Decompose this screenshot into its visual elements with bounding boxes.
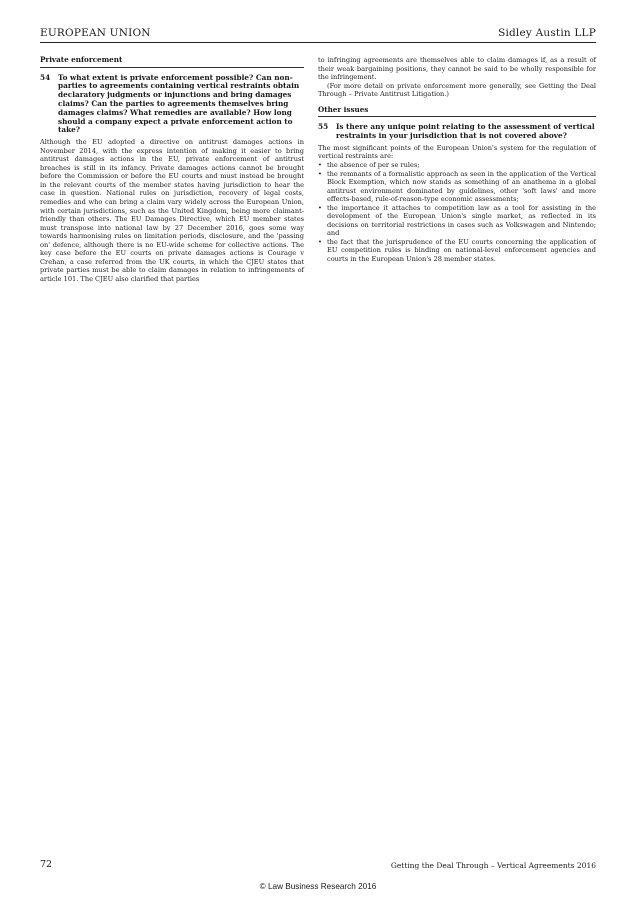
bullet-text: the remnants of a formalistic approach as seen in the application of the Vertical Block Exemption, which now stands as something of an anathema in a global antitrust environment dominated by guidelines, other 'soft laws' and more effects-based, rule-of-reason-type economic assessments; [327,169,596,204]
continuation-paragraph: to infringing agreements are themselves able to claim damages if, as a result of their weak bargaining positions, they cannot be said to be wholly responsible for the infringement. [318,56,596,82]
bullet-icon: • [318,237,322,246]
right-column [318,56,596,264]
list-item [318,238,596,264]
list-item [318,170,596,204]
section-title-private-enforcement: Private enforcement [40,56,304,68]
bullet-list [318,161,596,264]
question-text: Is there any unique point relating to the assessment of vertical restraints in your jurisdiction that is not covered above? [336,122,595,141]
bullet-text: the absence of per se rules; [327,160,420,169]
running-header-firm: Sidley Austin LLP [498,27,596,39]
left-column [40,56,304,283]
bullet-icon: • [318,169,322,178]
intro-paragraph: The most significant points of the European Union's system for the regulation of vertical restraints are: [318,143,596,161]
header-divider [40,42,596,43]
question-number: 55 [318,122,329,132]
bullet-icon: • [318,203,322,212]
question-text: To what extent is private enforcement possible? Can non-parties to agreements containing vertical restraints obtain declaratory judgments or injunctions and bring damages claims? Can the parties to agreements themselves bring damages claims? What remedies are available? How long should a company expect a private enforcement action to take? [58,72,300,135]
bullet-text: the fact that the jurisprudence of the EU courts concerning the application of EU competition rules is binding on national-level enforcement agencies and courts in the European Union's 28 member states. [327,237,596,263]
copyright-notice: © Law Business Research 2016 [259,882,377,891]
question-55 [318,123,596,141]
more-detail-paragraph: (For more detail on private enforcement more generally, see Getting the Deal Through – Private Antitrust Litigation.) [318,81,596,99]
list-item [318,204,596,238]
running-header-jurisdiction: EUROPEAN UNION [40,27,151,39]
question-number: 54 [40,72,51,82]
publication-title: Getting the Deal Through – Vertical Agreements 2016 [390,861,596,870]
page-number: 72 [40,859,53,870]
bullet-icon: • [318,160,322,169]
question-54 [40,74,304,136]
bullet-text: the importance it attaches to competition law as a tool for assisting in the development of the European Union's single market, as reflected in its decisions on territorial restrictions in cases such as Volkswagen and Nintendo; and [327,203,596,238]
section-title-other-issues: Other issues [318,106,596,118]
answer-paragraph: Although the EU adopted a directive on antitrust damages actions in November 2014, with the express intention of making it easier to bring antitrust damages actions in the EU, private enforcement of antitrust breaches is still in its infancy. Private damages actions cannot be brought before the Commission or before the EU courts and must instead be brought in the relevant courts of the member states having jurisdiction to hear the case in question. National rules on jurisdiction, recovery of legal costs, remedies and who can bring a claim vary widely across the European Union, with certain jurisdictions, such as the United Kingdom, being more claimant-friendly than others. The EU Damages Directive, which EU member states must transpose into national law by 27 December 2016, goes some way towards harmonising rules on limitation periods, disclosure, and the 'passing on' defence, although there is no EU-wide scheme for collective actions. The key case before the EU courts on private damages actions is Courage v Crehan, a case referred from the UK courts, in which the CJEU states that private parties must be able to claim damages in relation to infringements of article 101. The CJEU also clarified that parties [40,138,304,283]
list-item [318,161,596,170]
